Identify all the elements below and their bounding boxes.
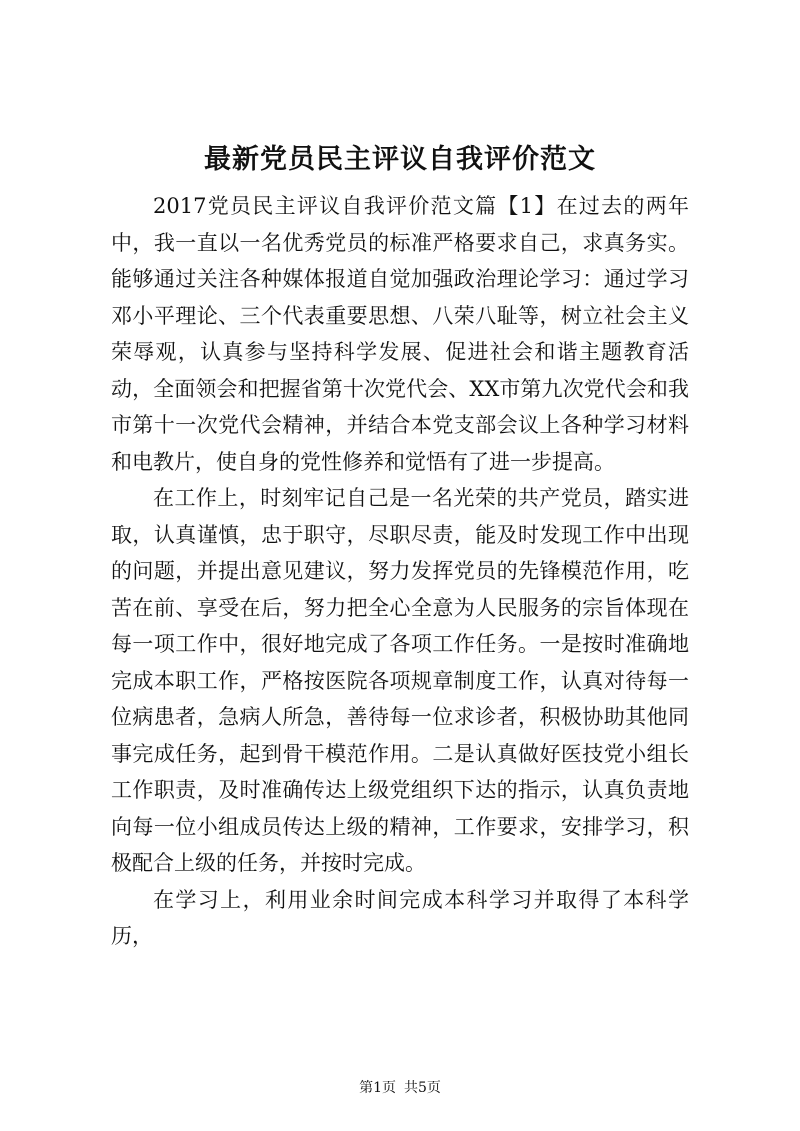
page-total: 共5页 xyxy=(404,1080,441,1096)
page-number: 第1页 xyxy=(359,1080,396,1096)
document-title: 最新党员民主评议自我评价范文 xyxy=(204,144,596,175)
page-footer xyxy=(0,1078,800,1098)
paragraph-3: 在学习上，利用业余时间完成本科学习并取得了本科学历， xyxy=(111,887,689,948)
paragraph-1: 2017党员民主评议自我评价范文篇【1】在过去的两年中，我一直以一名优秀党员的标准严格要求自己，求真务实。能够通过关注各种媒体报道自觉加强政治理论学习：通过学习邓小平理论、三个代表重要思想、八荣八耻等，树立社会主义荣辱观，认真参与坚持科学发展、促进社会和谐主题教育活动，全面领会和把握省第十次党代会、XX市第九次党代会和我市第十一次党代会精神，并结合本党支部会议上各种学习材料和电教片，使自身的党性修养和觉悟有了进一步提高。 xyxy=(111,194,689,474)
document-body xyxy=(111,188,689,955)
paragraph-2: 在工作上，时刻牢记自己是一名光荣的共产党员，踏实进取，认真谨慎，忠于职守，尽职尽责，能及时发现工作中出现的问题，并提出意见建议，努力发挥党员的先锋模范作用，吃苦在前、享受在后，努力把全心全意为人民服务的宗旨体现在每一项工作中，很好地完成了各项工作任务。一是按时准确地完成本职工作，严格按医院各项规章制度工作，认真对待每一位病患者，急病人所急，善待每一位求诊者，积极协助其他同事完成任务，起到骨干模范作用。二是认真做好医技党小组长工作职责，及时准确传达上级党组织下达的指示，认真负责地向每一位小组成员传达上级的精神，工作要求，安排学习，积极配合上级的任务，并按时完成。 xyxy=(111,486,689,875)
